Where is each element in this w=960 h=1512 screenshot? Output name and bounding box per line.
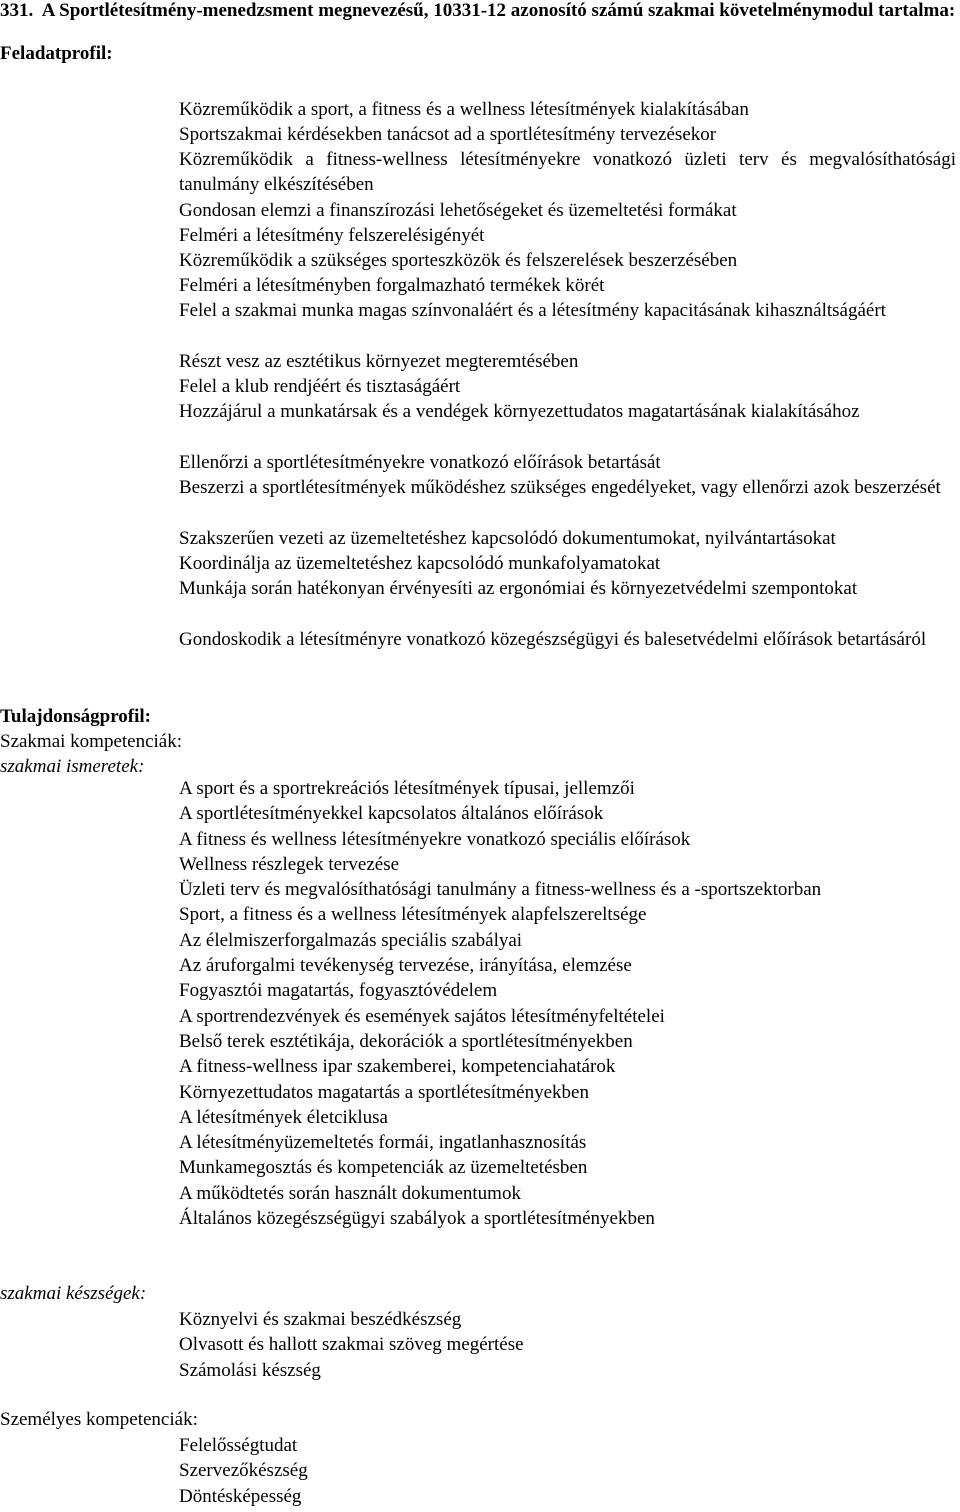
tulajdonsagprofil-label: Tulajdonságprofil:	[0, 706, 151, 727]
feladatprofil-item: Munkája során hatékonyan érvényesíti az ergonómiai és környezetvédelmi szempontokat	[179, 578, 858, 599]
szakmai-ismeretek-item: Az áruforgalmi tevékenység tervezése, irányítása, elemzése	[179, 955, 632, 977]
szakmai-kompetenciak-label: Szakmai kompetenciák:	[0, 731, 183, 752]
feladatprofil-item: Szakszerűen vezeti az üzemeltetéshez kapcsolódó dokumentumokat, nyilvántartásokat	[179, 528, 836, 549]
feladatprofil-item: Felel a szakmai munka magas színvonaláért és a létesítmény kapacitásának kihasználtságáért	[179, 300, 886, 321]
feladatprofil-item: Közreműködik a szükséges sporteszközök és felszerelések beszerzésében	[179, 250, 738, 271]
szakmai-ismeretek-item: Munkamegosztás és kompetenciák az üzemeltetésben	[179, 1157, 588, 1179]
szakmai-ismeretek-item: Általános közegészségügyi szabályok a sportlétesítményekben	[179, 1208, 655, 1230]
szemelyes-kompetenciak-label: Személyes kompetenciák:	[0, 1409, 198, 1430]
feladatprofil-item: Gondoskodik a létesítményre vonatkozó közegészségügyi és balesetvédelmi előírások betartásáról	[179, 629, 927, 650]
szakmai-ismeretek-label: szakmai ismeretek:	[0, 756, 145, 777]
feladatprofil-item: Részt vesz az esztétikus környezet megteremtésében	[179, 351, 579, 372]
szakmai-ismeretek-item: Belső terek esztétikája, dekorációk a sportlétesítményekben	[179, 1030, 633, 1052]
feladatprofil-item: Hozzájárul a munkatársak és a vendégek környezettudatos magatartásának kialakításához	[179, 401, 860, 422]
szakmai-ismeretek-item: Fogyasztói magatartás, fogyasztóvédelem	[179, 980, 498, 1002]
szakmai-keszsegek-item: Számolási készség	[179, 1359, 321, 1381]
szakmai-ismeretek-item: Az élelmiszerforgalmazás speciális szabályai	[179, 929, 523, 951]
szakmai-keszsegek-item: Olvasott és hallott szakmai szöveg megértése	[179, 1334, 524, 1356]
szakmai-ismeretek-item: A létesítmények életciklusa	[179, 1106, 388, 1128]
szakmai-keszsegek-list	[179, 1307, 959, 1383]
feladatprofil-item: Közreműködik a sport, a fitness és a wellness létesítmények kialakításában	[179, 99, 749, 120]
feladatprofil-item: Felméri a létesítményben forgalmazható termékek körét	[179, 275, 605, 296]
heading-text: A Sportlétesítmény-menedzsment megnevezésű, 10331-12 azonosító számú szakmai követelménymodul tartalma:	[41, 0, 956, 21]
szemelyes-kompetenciak-item: Felelősségtudat	[179, 1435, 298, 1456]
szakmai-ismeretek-item: A működtetés során használt dokumentumok	[179, 1182, 521, 1204]
szakmai-ismeretek-item: A fitness és wellness létesítményekre vonatkozó speciális előírások	[179, 828, 691, 850]
szakmai-ismeretek-item: A sportlétesítményekkel kapcsolatos általános előírások	[179, 803, 604, 825]
szakmai-ismeretek-item: Üzleti terv és megvalósíthatósági tanulmány a fitness-wellness és a -sportszektorban	[179, 879, 822, 901]
module-heading	[0, 0, 956, 23]
szakmai-ismeretek-item: A fitness-wellness ipar szakemberei, kompetenciahatárok	[179, 1056, 616, 1078]
szakmai-keszsegek-item: Köznyelvi és szakmai beszédkészség	[179, 1309, 462, 1330]
szakmai-ismeretek-item: A sport és a sportrekreációs létesítmények típusai, jellemzői	[179, 778, 635, 799]
feladatprofil-item: Felel a klub rendjéért és tisztaságáért	[179, 376, 461, 397]
szakmai-ismeretek-list	[179, 776, 959, 1231]
szakmai-ismeretek-item: Wellness részlegek tervezése	[179, 853, 400, 875]
szakmai-keszsegek-label: szakmai készségek:	[0, 1283, 147, 1304]
szakmai-ismeretek-item: A sportrendezvények és események sajátos létesítményfeltételei	[179, 1005, 665, 1027]
szakmai-ismeretek-item: Sport, a fitness és a wellness létesítmények alapfelszereltsége	[179, 904, 647, 926]
heading-number: 331.	[0, 0, 34, 21]
szemelyes-kompetenciak-item: Szervezőkészség	[179, 1460, 308, 1482]
feladatprofil-item: Közreműködik a fitness-wellness létesítményekre vonatkozó üzleti terv és megvalósíthatósági tanulmány elkészítésében	[179, 149, 956, 196]
feladatprofil-item: Gondosan elemzi a finanszírozási lehetőségeket és üzemeltetési formákat	[179, 200, 737, 221]
feladatprofil-item: Beszerzi a sportlétesítmények működéshez szükséges engedélyeket, vagy ellenőrzi azok beszerzését	[179, 477, 941, 498]
feladatprofil-item: Felméri a létesítmény felszerelésigényét	[179, 225, 485, 246]
feladatprofil-item: Sportszakmai kérdésekben tanácsot ad a sportlétesítmény tervezésekor	[179, 124, 717, 145]
szakmai-ismeretek-item: Környezettudatos magatartás a sportlétesítményekben	[179, 1081, 589, 1103]
szakmai-ismeretek-item: A létesítményüzemeltetés formái, ingatlanhasznosítás	[179, 1132, 587, 1154]
feladatprofil-label: Feladatprofil:	[0, 43, 113, 64]
feladatprofil-item: Ellenőrzi a sportlétesítményekre vonatkozó előírások betartását	[179, 452, 661, 473]
szemelyes-kompetenciak-item: Döntésképesség	[179, 1485, 302, 1507]
szemelyes-kompetenciak-list	[179, 1433, 959, 1509]
feladatprofil-item: Koordinálja az üzemeltetéshez kapcsolódó munkafolyamatokat	[179, 553, 661, 574]
